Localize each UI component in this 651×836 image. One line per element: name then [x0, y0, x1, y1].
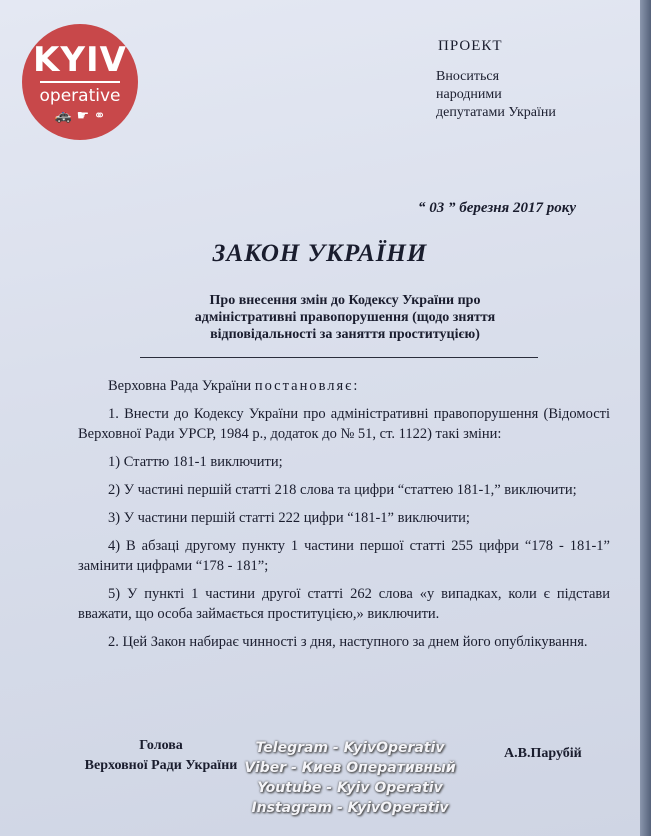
item-1: 1. Внести до Кодексу України про адміністративні правопорушення (Відомості Верховної Ради УРСР, 1984 р., додаток до № 51, ст. 1122) такі зміни:	[78, 406, 610, 442]
page-edge-shadow	[640, 0, 651, 836]
introduced-line: депутатами України	[436, 105, 556, 120]
introduced-by	[436, 68, 556, 122]
logo-tagline: operative	[39, 86, 121, 106]
date-day: “ 03 ”	[418, 200, 456, 216]
subitem-2: 2) У частині першій статті 218 слова та цифри “статтею 181-1,” виключити;	[108, 482, 577, 498]
signatory-name: А.В.Парубій	[504, 746, 582, 761]
logo-name: KYIV	[33, 40, 127, 80]
watermark-line: Viber - Киев Оперативный	[244, 760, 456, 776]
divider-line	[140, 357, 538, 358]
social-watermark	[200, 738, 500, 818]
subitem-3: 3) У частини першій статті 222 цифри “181-1” виключити;	[108, 510, 470, 526]
introduced-line: народними	[436, 87, 502, 102]
preamble	[78, 376, 610, 396]
law-title: ЗАКОН УКРАЇНИ	[212, 240, 428, 267]
subitem-4: 4) В абзаці другому пункту 1 частини першої статті 255 цифри “178 - 181-1” замінити цифрами “178 - 181”;	[78, 538, 610, 574]
kyiv-operative-logo	[22, 24, 138, 140]
law-subtitle	[140, 292, 550, 343]
introduced-line: Вноситься	[436, 69, 500, 84]
project-label: ПРОЕКТ	[438, 38, 503, 54]
law-body	[78, 376, 610, 660]
signatory-title-line: Верховної Ради України	[84, 758, 238, 773]
subtitle-line: відповідальності за заняття проституцією)	[210, 327, 480, 342]
logo-divider	[40, 81, 120, 83]
watermark-line: Telegram - KyivOperativ	[255, 740, 445, 756]
item-2: 2. Цей Закон набирає чинності з дня, наступного за днем його опублікування.	[108, 634, 588, 650]
logo-car-icon: 🚓 ☛ ⚭	[54, 108, 106, 124]
subitem-1: 1) Статтю 181-1 виключити;	[108, 454, 283, 470]
watermark-line: Instagram - KyivOperativ	[251, 800, 449, 816]
subtitle-line: адміністративні правопорушення (щодо зняття	[194, 310, 496, 325]
preamble-start: Верховна Рада України	[108, 378, 255, 394]
watermark-line: Youtube - Kyiv Operativ	[257, 780, 443, 796]
preamble-decree: постановляє:	[254, 378, 360, 394]
date-month: березня	[459, 200, 510, 216]
subtitle-line: Про внесення змін до Кодексу України про	[209, 293, 481, 308]
document-date	[418, 200, 576, 217]
signatory-title-line: Голова	[139, 738, 183, 753]
subitem-5: 5) У пункті 1 частини другої статті 262 слова «у випадках, коли є підстави вважати, що особа займається проституцією,» виключити.	[78, 586, 610, 622]
date-year: 2017 року	[513, 200, 577, 216]
